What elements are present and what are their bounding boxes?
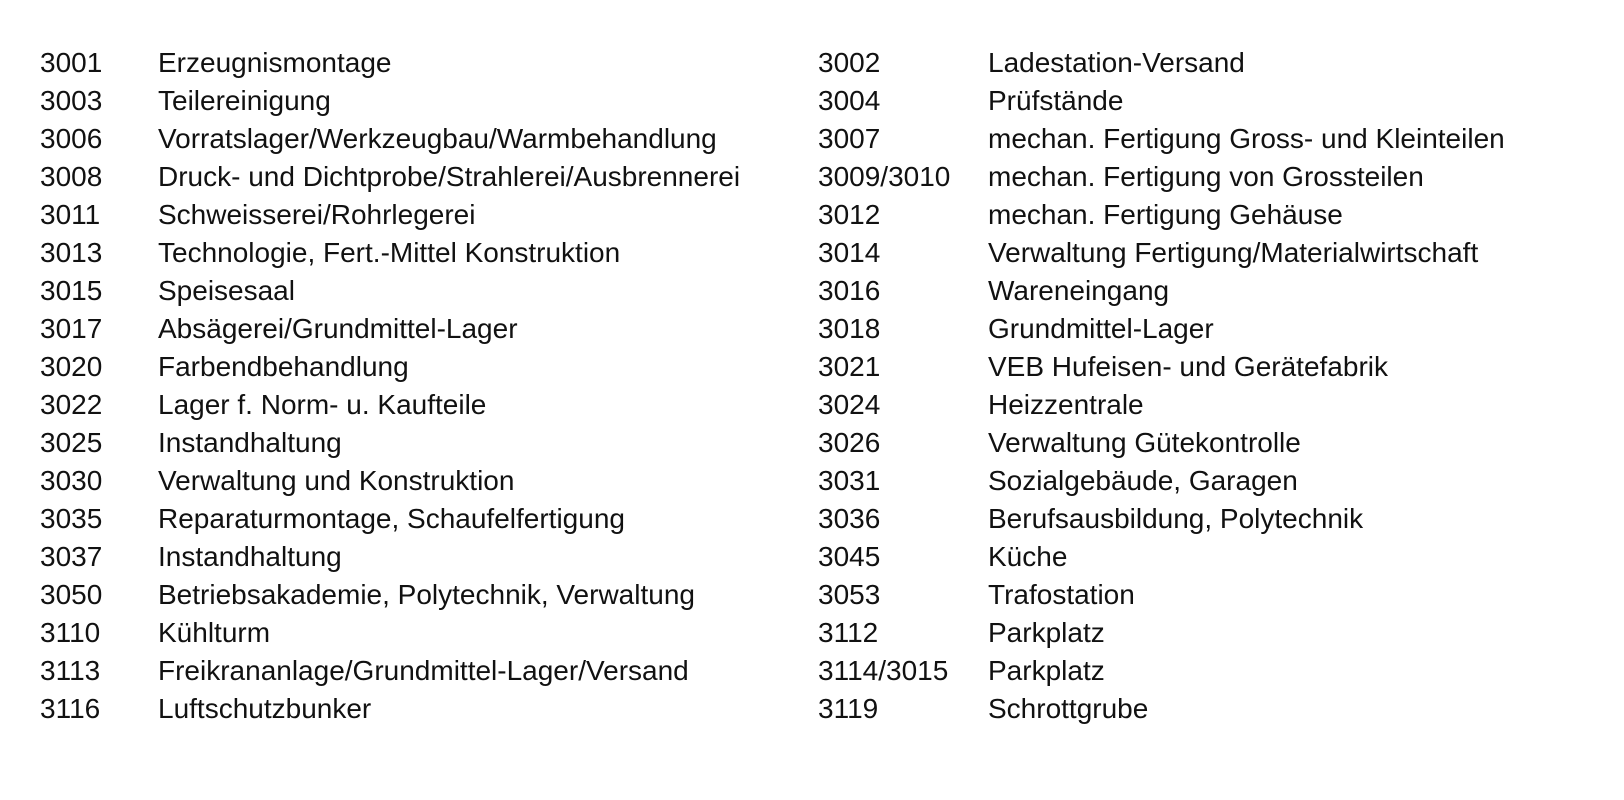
- building-name: Lager f. Norm- u. Kaufteile: [158, 389, 487, 420]
- building-name: Parkplatz: [988, 655, 1105, 686]
- building-name: Betriebsakademie, Polytechnik, Verwaltung: [158, 579, 695, 610]
- building-name: Verwaltung Gütekontrolle: [988, 427, 1301, 458]
- building-code: 3014: [818, 237, 881, 268]
- building-code: 3021: [818, 351, 881, 382]
- building-name: Sozialgebäude, Garagen: [988, 465, 1298, 496]
- building-name: Ladestation-Versand: [988, 47, 1245, 78]
- building-code: 3116: [40, 693, 101, 724]
- building-code: 3112: [818, 617, 879, 648]
- building-code: 3035: [40, 503, 103, 534]
- building-name: Reparaturmontage, Schaufelfertigung: [158, 503, 625, 534]
- building-name: Berufsausbildung, Polytechnik: [988, 503, 1364, 534]
- building-code: 3114/3015: [818, 655, 949, 686]
- building-code: 3015: [40, 275, 103, 306]
- building-code: 3004: [818, 85, 881, 116]
- building-code: 3022: [40, 389, 103, 420]
- building-code: 3002: [818, 47, 881, 78]
- building-name: Wareneingang: [988, 275, 1170, 306]
- building-code: 3053: [818, 579, 881, 610]
- building-name: VEB Hufeisen- und Gerätefabrik: [988, 351, 1388, 382]
- building-code: 3018: [818, 313, 881, 344]
- building-code: 3025: [40, 427, 103, 458]
- building-code: 3013: [40, 237, 103, 268]
- building-name: Druck- und Dichtprobe/Strahlerei/Ausbrennerei: [158, 161, 741, 192]
- building-code: 3031: [818, 465, 881, 496]
- building-name: mechan. Fertigung Gross- und Kleinteilen: [988, 123, 1505, 154]
- building-code: 3007: [818, 123, 881, 154]
- building-name: mechan. Fertigung von Grossteilen: [988, 161, 1424, 192]
- building-code: 3037: [40, 541, 103, 572]
- building-name: Parkplatz: [988, 617, 1105, 648]
- building-name: Technologie, Fert.-Mittel Konstruktion: [158, 237, 621, 268]
- building-code: 3026: [818, 427, 881, 458]
- building-name: Luftschutzbunker: [158, 693, 372, 724]
- building-name: Farbendbehandlung: [158, 351, 409, 382]
- building-name: Prüfstände: [988, 85, 1124, 116]
- building-name: mechan. Fertigung Gehäuse: [988, 199, 1343, 230]
- building-code: 3011: [40, 199, 101, 230]
- building-code: 3003: [40, 85, 103, 116]
- building-code: 3017: [40, 313, 103, 344]
- building-code: 3024: [818, 389, 881, 420]
- building-code: 3008: [40, 161, 103, 192]
- building-code: 3119: [818, 693, 879, 724]
- building-name: Schweisserei/Rohrlegerei: [158, 199, 476, 230]
- building-name: Verwaltung Fertigung/Materialwirtschaft: [988, 237, 1479, 268]
- building-code: 3050: [40, 579, 103, 610]
- building-name: Heizzentrale: [988, 389, 1144, 420]
- building-name: Vorratslager/Werkzeugbau/Warmbehandlung: [158, 123, 717, 154]
- building-code: 3006: [40, 123, 103, 154]
- building-name: Instandhaltung: [158, 427, 342, 458]
- building-code: 3030: [40, 465, 103, 496]
- building-code: 3113: [40, 655, 101, 686]
- building-name: Schrottgrube: [988, 693, 1149, 724]
- building-name: Erzeugnismontage: [158, 47, 392, 78]
- building-code: 3045: [818, 541, 881, 572]
- building-name: Absägerei/Grundmittel-Lager: [158, 313, 518, 344]
- building-name: Verwaltung und Konstruktion: [158, 465, 515, 496]
- building-name: Küche: [988, 541, 1068, 572]
- building-code: 3012: [818, 199, 881, 230]
- building-name: Speisesaal: [158, 275, 295, 306]
- building-name: Instandhaltung: [158, 541, 342, 572]
- building-code: 3009/3010: [818, 161, 951, 192]
- building-name: Kühlturm: [158, 617, 271, 648]
- building-code: 3016: [818, 275, 881, 306]
- building-code: 3110: [40, 617, 101, 648]
- building-code: 3020: [40, 351, 103, 382]
- building-code: 3001: [40, 47, 103, 78]
- building-legend: [40, 44, 1508, 728]
- building-name: Trafostation: [988, 579, 1135, 610]
- building-name: Teilereinigung: [158, 85, 331, 116]
- building-code: 3036: [818, 503, 881, 534]
- building-name: Grundmittel-Lager: [988, 313, 1214, 344]
- building-name: Freikrananlage/Grundmittel-Lager/Versand: [158, 655, 689, 686]
